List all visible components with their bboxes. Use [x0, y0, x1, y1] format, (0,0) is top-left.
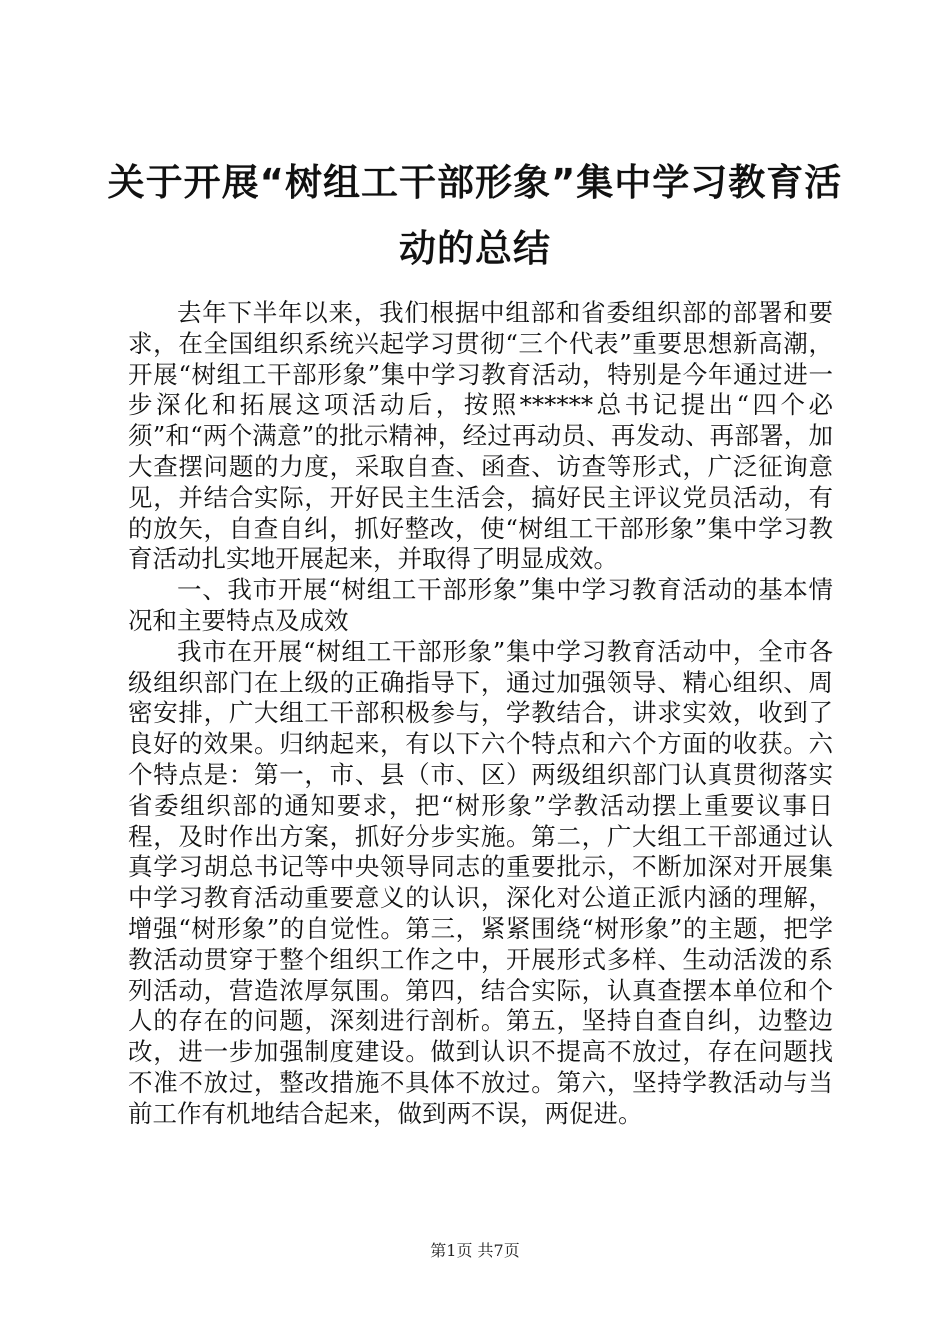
document-title-line-2: 动的总结 [399, 227, 551, 270]
document-body [128, 298, 833, 1130]
section-heading-1: 一、我市开展“树组工干部形象”集中学习教育活动的基本情况和主要特点及成效 [128, 575, 833, 635]
paragraph-section-1: 我市在开展“树组工干部形象”集中学习教育活动中，全市各级组织部门在上级的正确指导下，通过加强领导、精心组织、周密安排，广大组工干部积极参与，学教结合，讲求实效，收到了良好的效果。归纳起来，有以下六个特点和六个方面的收获。六个特点是：第一，市、县（市、区）两级组织部门认真贯彻落实省委组织部的通知要求，把“树形象”学教活动摆上重要议事日程，及时作出方案，抓好分步实施。第二，广大组工干部通过认真学习胡总书记等中央领导同志的重要批示，不断加深对开展集中学习教育活动重要意义的认识，深化对公道正派内涵的理解，增强“树形象”的自觉性。第三，紧紧围绕“树形象”的主题，把学教活动贯穿于整个组织工作之中，开展形式多样、生动活泼的系列活动，营造浓厚氛围。第四，结合实际，认真查摆本单位和个人的存在的问题，深刻进行剖析。第五，坚持自查自纠，边整边改，进一步加强制度建设。做到认识不提高不放过，存在问题找不准不放过，整改措施不具体不放过。第六，坚持学教活动与当前工作有机地结合起来，做到两不误，两促进。 [128, 636, 833, 1128]
page-number-footer: 第1页 共7页 [430, 1241, 520, 1260]
paragraph-intro: 去年下半年以来，我们根据中组部和省委组织部的部署和要求，在全国组织系统兴起学习贯彻“三个代表”重要思想新高潮，开展“树组工干部形象”集中学习教育活动，特别是今年通过进一步深化和拓展这项活动后，按照******总书记提出“四个必须”和“两个满意”的批示精神，经过再动员、再发动、再部署，加大查摆问题的力度，采取自查、函查、访查等形式，广泛征询意见，并结合实际，开好民主生活会，搞好民主评议党员活动，有的放矢，自查自纠，抓好整改，使“树组工干部形象”集中学习教育活动扎实地开展起来，并取得了明显成效。 [128, 298, 833, 574]
document-title-line-1: 关于开展“树组工干部形象”集中学习教育活 [107, 161, 843, 204]
